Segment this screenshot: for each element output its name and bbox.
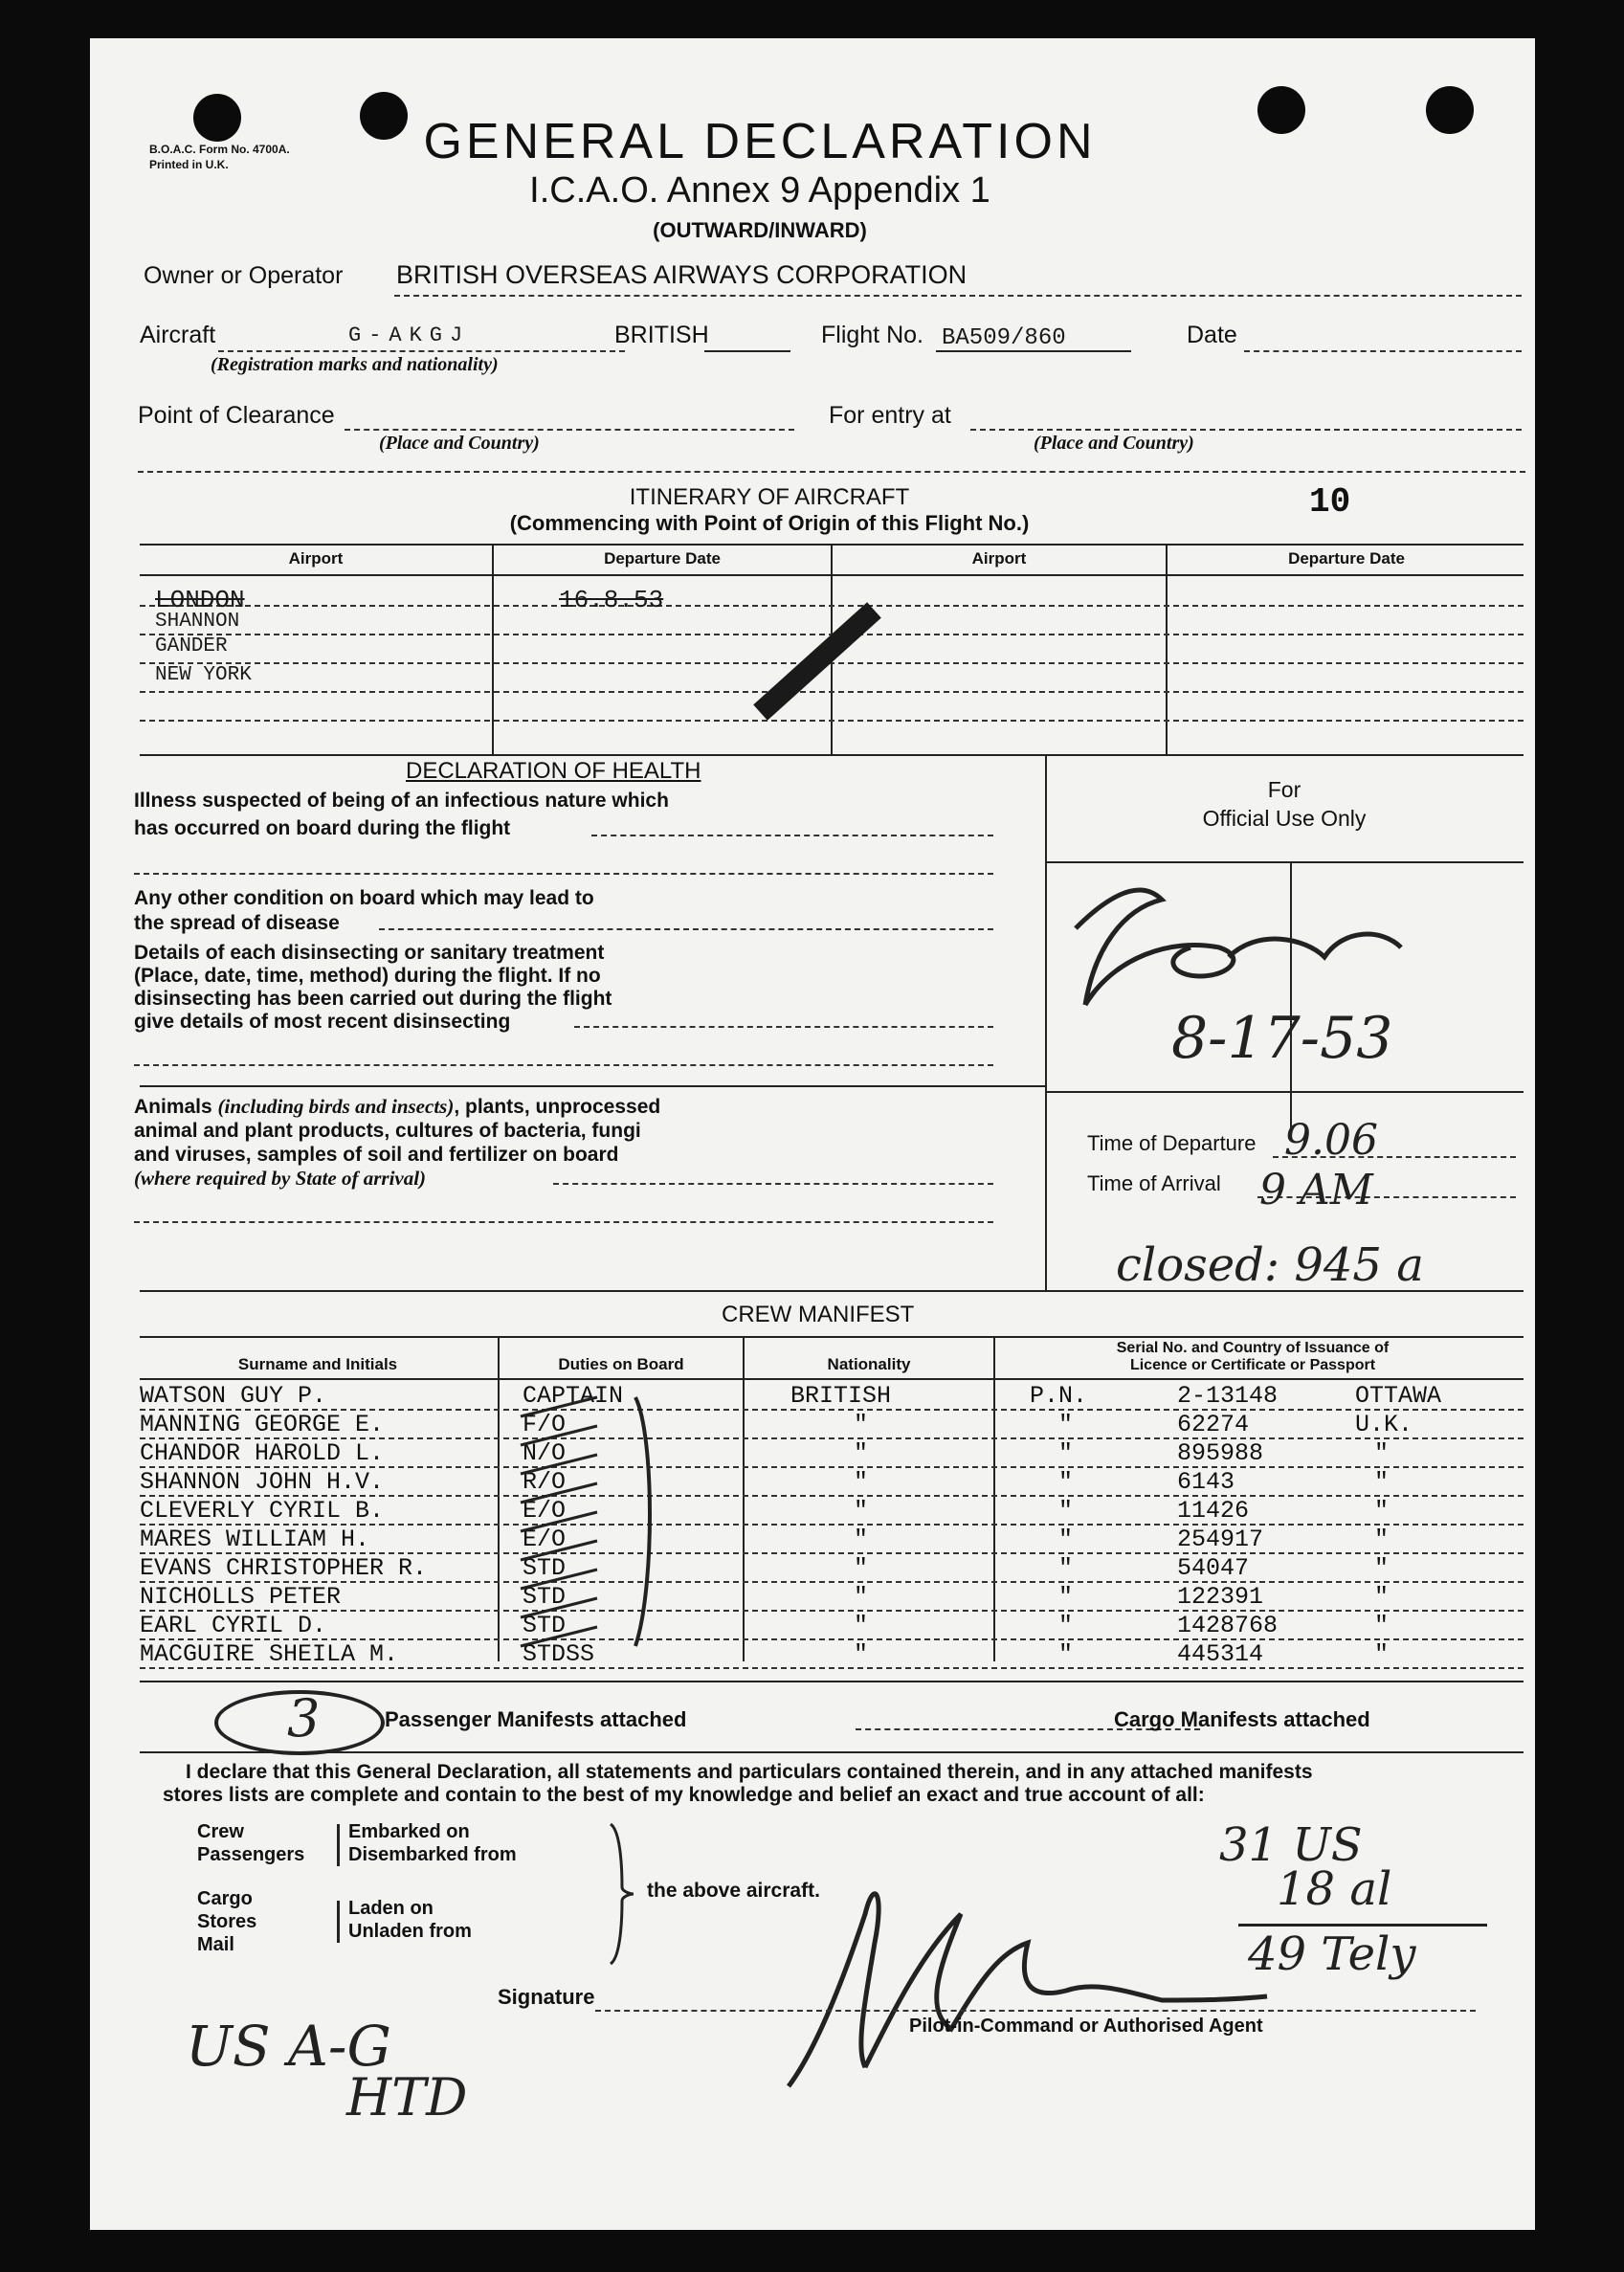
form-sheet bbox=[90, 38, 1535, 2230]
crew-licence-prefix: " bbox=[1058, 1526, 1074, 1553]
captain-signature bbox=[779, 1857, 1277, 2096]
table-row bbox=[140, 1382, 1499, 1411]
itinerary-header-airport: Airport bbox=[288, 549, 344, 568]
table-row bbox=[140, 1554, 1499, 1583]
total-us: 31 US bbox=[1219, 1818, 1363, 1872]
page-subtitle: I.C.A.O. Annex 9 Appendix 1 bbox=[529, 170, 990, 211]
itinerary-subtitle: (Commencing with Point of Origin of this Flight No.) bbox=[509, 511, 1030, 535]
table-row bbox=[140, 1583, 1499, 1612]
crew-name: EARL CYRIL D. bbox=[140, 1612, 327, 1639]
flight-number: BA509/860 bbox=[942, 325, 1066, 351]
crew-name: MACGUIRE SHEILA M. bbox=[140, 1640, 399, 1668]
bottom-note-2: HTD bbox=[346, 2067, 468, 2127]
crew-name: NICHOLLS PETER bbox=[140, 1583, 342, 1611]
crew-duty: F/O bbox=[523, 1411, 567, 1438]
crew-licence-serial: 895988 bbox=[1177, 1439, 1264, 1467]
itinerary-header-airport-2: Airport bbox=[971, 549, 1027, 568]
crew-licence-serial: 62274 bbox=[1177, 1411, 1250, 1438]
crew-licence-country: " bbox=[1374, 1526, 1390, 1553]
aircraft-registration: G-AKGJ bbox=[348, 323, 471, 347]
itinerary-airport-2: SHANNON bbox=[155, 611, 240, 633]
crew-duty: E/O bbox=[523, 1497, 567, 1525]
health-q1: Illness suspected of being of an infectious nature which has occurred on board during the flight bbox=[134, 790, 669, 839]
crew-nationality: " bbox=[854, 1554, 869, 1582]
departure-time: 9.06 bbox=[1284, 1116, 1378, 1165]
crew-nationality: " bbox=[854, 1583, 869, 1611]
itinerary-airport-4: NEW YORK bbox=[155, 664, 252, 686]
crew-duty: STD bbox=[523, 1612, 567, 1639]
crew-licence-serial: 2-13148 bbox=[1177, 1382, 1279, 1410]
crew-nationality: BRITISH bbox=[790, 1382, 892, 1410]
crew-licence-prefix: " bbox=[1058, 1640, 1074, 1668]
itinerary-number: 10 bbox=[1309, 482, 1351, 522]
health-title: DECLARATION OF HEALTH bbox=[406, 758, 701, 784]
stamp-date: 8-17-53 bbox=[1171, 1005, 1393, 1072]
crew-licence-prefix: " bbox=[1058, 1612, 1074, 1639]
departure-time-label: Time of Departure bbox=[1087, 1131, 1257, 1155]
closed-time: closed: 945 a bbox=[1116, 1238, 1424, 1292]
crew-name: MANNING GEORGE E. bbox=[140, 1411, 385, 1438]
aircraft-nationality: BRITISH bbox=[614, 322, 709, 348]
punch-hole bbox=[1426, 86, 1474, 134]
declaration-mid-column: Embarked on Disembarked from Laden on Unladen from bbox=[348, 1821, 517, 1942]
itinerary-departure-date: 16.8.53 bbox=[559, 586, 664, 614]
entry-label: For entry at bbox=[829, 402, 951, 429]
official-stamp-signature bbox=[1057, 871, 1516, 1024]
owner-label: Owner or Operator bbox=[144, 262, 344, 289]
crew-name: EVANS CHRISTOPHER R. bbox=[140, 1554, 428, 1582]
page-title: GENERAL DECLARATION bbox=[423, 114, 1097, 169]
crew-licence-country: U.K. bbox=[1355, 1411, 1413, 1438]
table-row bbox=[140, 1411, 1499, 1439]
crew-duty: STD bbox=[523, 1554, 567, 1582]
crew-duty: E/O bbox=[523, 1526, 567, 1553]
crew-licence-serial: 11426 bbox=[1177, 1497, 1250, 1525]
arrival-time-label: Time of Arrival bbox=[1087, 1171, 1221, 1195]
crew-licence-country: " bbox=[1374, 1640, 1390, 1668]
table-row bbox=[140, 1612, 1499, 1640]
crew-nationality: " bbox=[854, 1468, 869, 1496]
direction-label: (OUTWARD/INWARD) bbox=[653, 218, 867, 242]
declaration-left-column: Crew Passengers Cargo Stores Mail bbox=[197, 1821, 305, 1955]
crew-licence-country: " bbox=[1374, 1583, 1390, 1611]
table-row bbox=[140, 1497, 1499, 1526]
crew-duty: CAPTAIN bbox=[523, 1382, 624, 1410]
crew-header-nationality: Nationality bbox=[827, 1355, 911, 1373]
crew-nationality: " bbox=[854, 1439, 869, 1467]
declaration-text: I declare that this General Declaration, all statements and particulars contained therein, and in any attached manifests stores lists are complete and contain to the best of my knowledge and belief an exact and true account of all: bbox=[163, 1761, 1313, 1806]
crew-licence-serial: 254917 bbox=[1177, 1526, 1264, 1553]
itinerary-airport-3: GANDER bbox=[155, 635, 228, 657]
crew-licence-prefix: " bbox=[1058, 1583, 1074, 1611]
crew-licence-serial: 54047 bbox=[1177, 1554, 1250, 1582]
crew-name: CLEVERLY CYRIL B. bbox=[140, 1497, 385, 1525]
crew-licence-prefix: P.N. bbox=[1030, 1382, 1088, 1410]
aircraft-label: Aircraft bbox=[140, 322, 216, 348]
crew-licence-prefix: " bbox=[1058, 1468, 1074, 1496]
crew-licence-serial: 6143 bbox=[1177, 1468, 1235, 1496]
signature-label: Signature bbox=[498, 1985, 595, 2009]
crew-licence-prefix: " bbox=[1058, 1411, 1074, 1438]
crew-licence-country: OTTAWA bbox=[1355, 1382, 1442, 1410]
crew-licence-country: " bbox=[1374, 1497, 1390, 1525]
crew-duty: N/O bbox=[523, 1439, 567, 1467]
cargo-manifests-label: Cargo Manifests attached bbox=[1114, 1707, 1370, 1731]
crew-duty: R/O bbox=[523, 1468, 567, 1496]
crew-licence-country: " bbox=[1374, 1554, 1390, 1582]
registration-note: (Registration marks and nationality) bbox=[211, 354, 499, 375]
clearance-note: (Place and Country) bbox=[379, 433, 540, 454]
entry-note: (Place and Country) bbox=[1034, 433, 1194, 454]
crew-duty: STDSS bbox=[523, 1640, 595, 1668]
total-al: 18 al bbox=[1277, 1862, 1392, 1916]
form-reference: B.O.A.C. Form No. 4700A. Printed in U.K. bbox=[149, 143, 290, 171]
crew-name: SHANNON JOHN H.V. bbox=[140, 1468, 385, 1496]
crew-licence-serial: 122391 bbox=[1177, 1583, 1264, 1611]
crew-title: CREW MANIFEST bbox=[722, 1302, 915, 1327]
table-row bbox=[140, 1526, 1499, 1554]
arrival-time: 9 AM bbox=[1259, 1166, 1373, 1214]
crew-nationality: " bbox=[854, 1612, 869, 1639]
crew-duty: STD bbox=[523, 1583, 567, 1611]
flight-label: Flight No. bbox=[821, 322, 923, 348]
health-q4: Animals (including birds and insects), plants, unprocessed animal and plant products, cultures of bacteria, fungi and viruses, samples of soil and fertilizer on board (where required by State of arrival) bbox=[134, 1095, 661, 1190]
clearance-label: Point of Clearance bbox=[138, 402, 335, 429]
crew-nationality: " bbox=[854, 1497, 869, 1525]
crew-bracket-mark bbox=[511, 1378, 817, 1665]
itinerary-airport-1: LONDON bbox=[155, 586, 245, 614]
crew-nationality: " bbox=[854, 1640, 869, 1668]
crew-licence-serial: 445314 bbox=[1177, 1640, 1264, 1668]
crew-licence-country: " bbox=[1374, 1468, 1390, 1496]
crew-licence-country: " bbox=[1374, 1439, 1390, 1467]
date-label: Date bbox=[1187, 322, 1237, 348]
passenger-count: 3 bbox=[287, 1688, 321, 1749]
crew-nationality: " bbox=[854, 1526, 869, 1553]
health-q3: Details of each disinsecting or sanitary treatment (Place, date, time, method) during the flight. If no disinsecting has been carried out during the flight give details of most recent disinsecting bbox=[134, 942, 612, 1033]
itinerary-header-departure: Departure Date bbox=[604, 549, 721, 568]
crew-licence-serial: 1428768 bbox=[1177, 1612, 1279, 1639]
total-grand: 49 Tely bbox=[1248, 1927, 1416, 1981]
signature-role: Pilot-in-Command or Authorised Agent bbox=[909, 2016, 1263, 2037]
crew-name: WATSON GUY P. bbox=[140, 1382, 327, 1410]
crew-name: MARES WILLIAM H. bbox=[140, 1526, 370, 1553]
official-title: For Official Use Only bbox=[1202, 777, 1367, 831]
health-q2: Any other condition on board which may lead to the spread of disease bbox=[134, 887, 594, 934]
crew-header-name: Surname and Initials bbox=[237, 1355, 398, 1373]
table-row bbox=[140, 1439, 1499, 1468]
table-row bbox=[140, 1640, 1499, 1669]
passenger-manifests-label: Passenger Manifests attached bbox=[385, 1707, 687, 1731]
crew-licence-country: " bbox=[1374, 1612, 1390, 1639]
itinerary-title: ITINERARY OF AIRCRAFT bbox=[629, 484, 910, 510]
crew-name: CHANDOR HAROLD L. bbox=[140, 1439, 385, 1467]
declaration-right-text: the above aircraft. bbox=[647, 1880, 820, 1902]
table-row bbox=[140, 1468, 1499, 1497]
declaration-brace bbox=[607, 1822, 635, 1966]
bottom-note-1: US A-G bbox=[186, 2014, 391, 2079]
owner-value: BRITISH OVERSEAS AIRWAYS CORPORATION bbox=[396, 260, 968, 289]
itinerary-header-departure-2: Departure Date bbox=[1288, 549, 1405, 568]
crew-licence-prefix: " bbox=[1058, 1554, 1074, 1582]
crew-nationality: " bbox=[854, 1411, 869, 1438]
crew-licence-prefix: " bbox=[1058, 1497, 1074, 1525]
inked-stamp bbox=[753, 602, 881, 720]
crew-header-duty: Duties on Board bbox=[558, 1355, 684, 1373]
crew-header-licence: Serial No. and Country of Issuance of Licence or Certificate or Passport bbox=[1116, 1340, 1390, 1373]
crew-licence-prefix: " bbox=[1058, 1439, 1074, 1467]
